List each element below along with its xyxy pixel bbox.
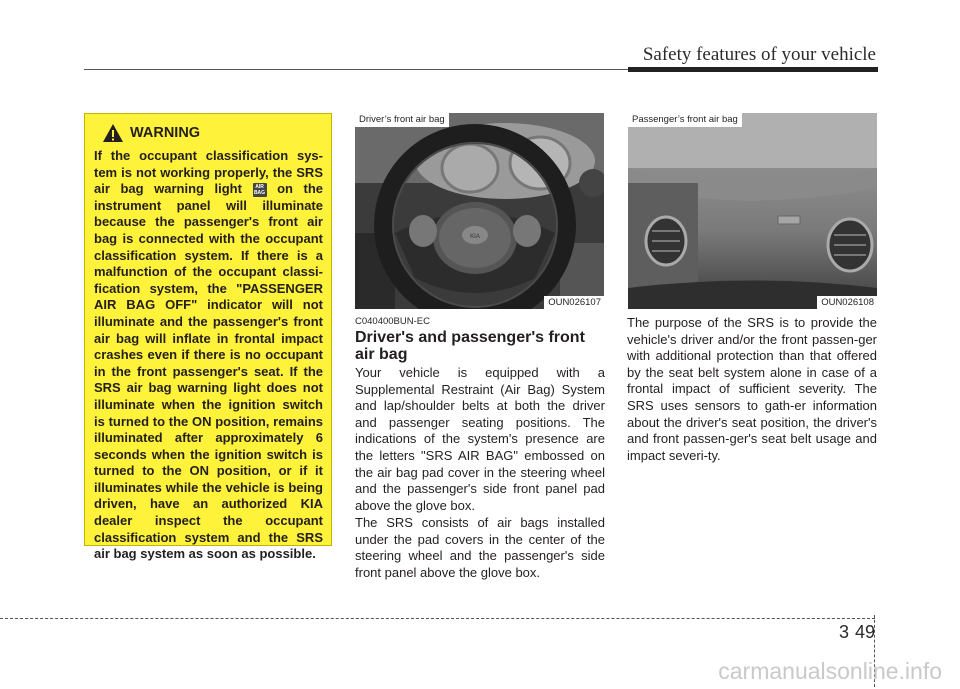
header-rule-accent: [628, 67, 878, 72]
warning-title: WARNING: [130, 125, 201, 141]
page-number-value: 49: [854, 622, 875, 642]
warning-text-part1: If the occupant classification sys-tem is not working properly, the SRS air bag warning light: [94, 148, 323, 197]
footer-rule: [0, 618, 875, 619]
figure-code: OUN026107: [544, 296, 604, 309]
warning-triangle-icon: [102, 123, 124, 143]
airbag-warning-light-icon: AIR BAG: [253, 183, 266, 196]
passenger-airbag-figure: [628, 113, 877, 309]
svg-text:KIA: KIA: [470, 234, 480, 240]
page-number: [838, 622, 875, 643]
chapter-number: 3: [838, 622, 849, 642]
warning-text-part2: on the instrument panel will illuminate because the passenger's front air bag is connected with the occupant classification system. If there is a malfunction of the occupant classi-fication system, the "PASSENGER AIR BAG OFF" indicator will not illuminate and the passenger's front air bag will inflate in frontal impact crashes even if there is no occupant in the front passenger's seat. If the SRS air bag warning light does not illuminate when the ignition switch is turned to the ON position, remains illuminated after approximately 6 seconds when the ignition switch is turned to the ON position, or if it illuminates while the vehicle is being driven, have an authorized KIA dealer inspect the occupant classification system and the SRS air bag system as soon as possible.: [94, 181, 323, 562]
body-paragraph-1: Your vehicle is equipped with a Supplemental Restraint (Air Bag) System and lap/shoulder belts at both the driver and passenger seating positions. The indications of the system's presence are the letters "SRS AIR BAG" embossed on the air bag pad cover in the steering wheel and the passenger's side front panel pad above the glove box.: [355, 365, 605, 513]
dashboard-photo: [628, 113, 877, 309]
warning-title-row: [102, 122, 323, 144]
section-title: Driver's and passenger's front air bag: [355, 329, 585, 363]
steering-wheel-photo: [355, 113, 604, 309]
warning-body: [94, 148, 323, 563]
driver-airbag-figure: [355, 113, 604, 309]
figure-caption: Driver’s front air bag: [355, 113, 449, 127]
section-code: C040400BUN-EC: [355, 316, 430, 327]
body-paragraph-3: The purpose of the SRS is to provide the vehicle's driver and/or the front passen-ger with additional protection than that offered by the seat belt system alone in case of a frontal impact of sufficient severity. The SRS uses sensors to gath-er information about the driver's seat position, the driver's and front passen-ger's seat belt usage and impact severi-ty.: [627, 315, 877, 463]
figure-code: OUN026108: [817, 296, 877, 309]
watermark: carmanualsonline.info: [718, 658, 942, 684]
figure-caption: Passenger’s front air bag: [628, 113, 742, 127]
warning-box: [84, 113, 332, 562]
body-paragraph-2: The SRS consists of air bags installed under the pad covers in the center of the steering wheel and the passenger's side front panel above the glove box.: [355, 515, 605, 580]
running-header: Safety features of your vehicle: [642, 44, 876, 65]
